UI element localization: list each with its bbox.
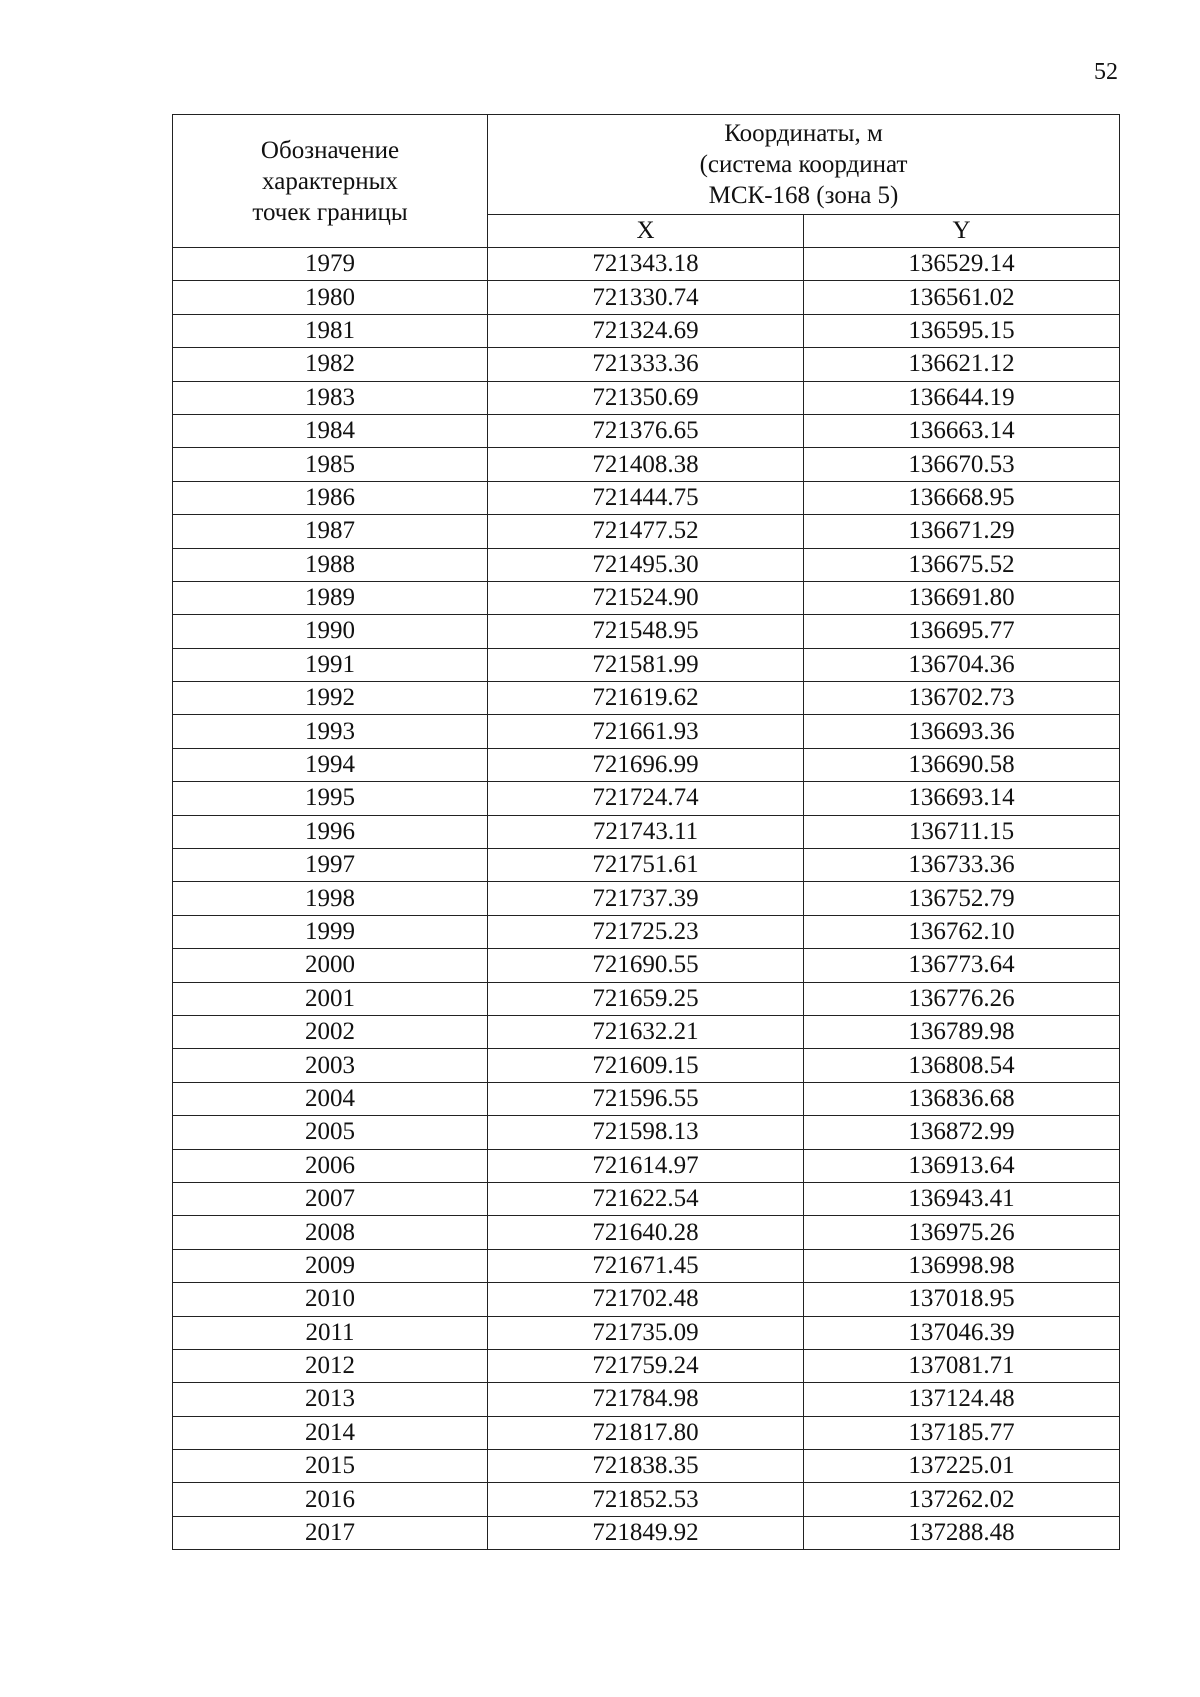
table-row xyxy=(173,615,1120,648)
cell-point: 1989 xyxy=(173,581,488,614)
cell-point: 2000 xyxy=(173,949,488,982)
table-row xyxy=(173,248,1120,281)
cell-point: 2001 xyxy=(173,982,488,1015)
cell-x: 721596.55 xyxy=(488,1082,804,1115)
cell-point: 2007 xyxy=(173,1182,488,1215)
table-row xyxy=(173,1182,1120,1215)
cell-y: 136621.12 xyxy=(804,348,1120,381)
table-row xyxy=(173,1316,1120,1349)
cell-point: 1981 xyxy=(173,314,488,347)
table-row xyxy=(173,1015,1120,1048)
cell-point: 2014 xyxy=(173,1416,488,1449)
cell-x: 721735.09 xyxy=(488,1316,804,1349)
table-row xyxy=(173,1082,1120,1115)
header-x: X xyxy=(488,214,804,247)
cell-x: 721759.24 xyxy=(488,1349,804,1382)
coordinates-table xyxy=(172,114,1120,1550)
table-row xyxy=(173,581,1120,614)
table-row xyxy=(173,314,1120,347)
cell-point: 1987 xyxy=(173,515,488,548)
cell-point: 1985 xyxy=(173,448,488,481)
cell-point: 2010 xyxy=(173,1283,488,1316)
cell-x: 721659.25 xyxy=(488,982,804,1015)
cell-x: 721702.48 xyxy=(488,1283,804,1316)
table-row xyxy=(173,348,1120,381)
cell-point: 1995 xyxy=(173,782,488,815)
cell-x: 721838.35 xyxy=(488,1450,804,1483)
cell-x: 721324.69 xyxy=(488,314,804,347)
cell-x: 721632.21 xyxy=(488,1015,804,1048)
cell-y: 136644.19 xyxy=(804,381,1120,414)
cell-point: 1983 xyxy=(173,381,488,414)
cell-x: 721524.90 xyxy=(488,581,804,614)
table-row xyxy=(173,1049,1120,1082)
cell-x: 721743.11 xyxy=(488,815,804,848)
cell-x: 721376.65 xyxy=(488,414,804,447)
cell-y: 136671.29 xyxy=(804,515,1120,548)
cell-point: 1990 xyxy=(173,615,488,648)
cell-point: 1988 xyxy=(173,548,488,581)
cell-point: 2015 xyxy=(173,1450,488,1483)
cell-point: 2012 xyxy=(173,1349,488,1382)
cell-y: 136704.36 xyxy=(804,648,1120,681)
cell-y: 136872.99 xyxy=(804,1116,1120,1149)
cell-y: 136702.73 xyxy=(804,682,1120,715)
cell-y: 136789.98 xyxy=(804,1015,1120,1048)
cell-x: 721724.74 xyxy=(488,782,804,815)
table-row xyxy=(173,381,1120,414)
cell-x: 721333.36 xyxy=(488,348,804,381)
cell-y: 136693.36 xyxy=(804,715,1120,748)
cell-x: 721661.93 xyxy=(488,715,804,748)
table-row xyxy=(173,748,1120,781)
cell-point: 1984 xyxy=(173,414,488,447)
cell-y: 136663.14 xyxy=(804,414,1120,447)
cell-x: 721751.61 xyxy=(488,849,804,882)
cell-point: 1991 xyxy=(173,648,488,681)
cell-y: 136695.77 xyxy=(804,615,1120,648)
cell-y: 136975.26 xyxy=(804,1216,1120,1249)
cell-y: 136752.79 xyxy=(804,882,1120,915)
cell-x: 721408.38 xyxy=(488,448,804,481)
cell-y: 137262.02 xyxy=(804,1483,1120,1516)
cell-x: 721622.54 xyxy=(488,1182,804,1215)
cell-x: 721495.30 xyxy=(488,548,804,581)
table-row xyxy=(173,515,1120,548)
cell-x: 721725.23 xyxy=(488,915,804,948)
table-row xyxy=(173,648,1120,681)
cell-x: 721849.92 xyxy=(488,1516,804,1549)
cell-y: 136943.41 xyxy=(804,1182,1120,1215)
table-row xyxy=(173,281,1120,314)
cell-x: 721548.95 xyxy=(488,615,804,648)
table-body xyxy=(173,248,1120,1550)
cell-point: 2003 xyxy=(173,1049,488,1082)
cell-point: 2008 xyxy=(173,1216,488,1249)
table-row xyxy=(173,1149,1120,1182)
cell-point: 2009 xyxy=(173,1249,488,1282)
table-row xyxy=(173,1283,1120,1316)
page-number: 52 xyxy=(1094,59,1118,85)
cell-point: 1998 xyxy=(173,882,488,915)
cell-x: 721614.97 xyxy=(488,1149,804,1182)
table-row xyxy=(173,548,1120,581)
cell-y: 136691.80 xyxy=(804,581,1120,614)
header-y: Y xyxy=(804,214,1120,247)
cell-point: 2013 xyxy=(173,1383,488,1416)
cell-x: 721690.55 xyxy=(488,949,804,982)
cell-y: 136733.36 xyxy=(804,849,1120,882)
table-row xyxy=(173,1249,1120,1282)
cell-x: 721640.28 xyxy=(488,1216,804,1249)
cell-y: 136773.64 xyxy=(804,949,1120,982)
table-row xyxy=(173,1450,1120,1483)
cell-y: 136913.64 xyxy=(804,1149,1120,1182)
cell-y: 136595.15 xyxy=(804,314,1120,347)
cell-point: 1997 xyxy=(173,849,488,882)
cell-y: 136711.15 xyxy=(804,815,1120,848)
cell-y: 137288.48 xyxy=(804,1516,1120,1549)
table-row xyxy=(173,949,1120,982)
cell-x: 721619.62 xyxy=(488,682,804,715)
cell-point: 1992 xyxy=(173,682,488,715)
cell-y: 136675.52 xyxy=(804,548,1120,581)
cell-x: 721330.74 xyxy=(488,281,804,314)
cell-point: 1986 xyxy=(173,481,488,514)
table-row xyxy=(173,882,1120,915)
cell-x: 721598.13 xyxy=(488,1116,804,1149)
cell-y: 136808.54 xyxy=(804,1049,1120,1082)
table-row xyxy=(173,1416,1120,1449)
cell-y: 137225.01 xyxy=(804,1450,1120,1483)
table-row xyxy=(173,849,1120,882)
table-row xyxy=(173,982,1120,1015)
header-point-designation xyxy=(173,115,488,248)
cell-point: 1980 xyxy=(173,281,488,314)
header-coords-line: (система координат xyxy=(699,150,908,178)
table-row xyxy=(173,715,1120,748)
cell-x: 721852.53 xyxy=(488,1483,804,1516)
cell-point: 2017 xyxy=(173,1516,488,1549)
cell-x: 721609.15 xyxy=(488,1049,804,1082)
cell-y: 136668.95 xyxy=(804,481,1120,514)
cell-point: 1996 xyxy=(173,815,488,848)
cell-x: 721444.75 xyxy=(488,481,804,514)
cell-point: 1982 xyxy=(173,348,488,381)
cell-y: 136693.14 xyxy=(804,782,1120,815)
table-row xyxy=(173,782,1120,815)
cell-y: 136998.98 xyxy=(804,1249,1120,1282)
header-coords-line: МСК-168 (зона 5) xyxy=(708,181,899,209)
table-row xyxy=(173,1349,1120,1382)
cell-y: 137081.71 xyxy=(804,1349,1120,1382)
cell-x: 721817.80 xyxy=(488,1416,804,1449)
cell-y: 136561.02 xyxy=(804,281,1120,314)
table-row xyxy=(173,915,1120,948)
cell-x: 721343.18 xyxy=(488,248,804,281)
table-row xyxy=(173,1383,1120,1416)
cell-x: 721696.99 xyxy=(488,748,804,781)
table-row xyxy=(173,481,1120,514)
cell-y: 137018.95 xyxy=(804,1283,1120,1316)
cell-y: 136776.26 xyxy=(804,982,1120,1015)
table-row xyxy=(173,682,1120,715)
table-row xyxy=(173,1116,1120,1149)
cell-y: 136836.68 xyxy=(804,1082,1120,1115)
cell-point: 1993 xyxy=(173,715,488,748)
cell-x: 721581.99 xyxy=(488,648,804,681)
cell-y: 137046.39 xyxy=(804,1316,1120,1349)
header-coordinates xyxy=(488,115,1120,215)
cell-point: 2004 xyxy=(173,1082,488,1115)
table-row xyxy=(173,1216,1120,1249)
table-row xyxy=(173,815,1120,848)
table-row xyxy=(173,1483,1120,1516)
table-row xyxy=(173,1516,1120,1549)
header-coords-line: Координаты, м xyxy=(724,119,883,147)
cell-y: 136529.14 xyxy=(804,248,1120,281)
cell-x: 721477.52 xyxy=(488,515,804,548)
table-header xyxy=(173,115,1120,248)
cell-y: 136690.58 xyxy=(804,748,1120,781)
cell-point: 2016 xyxy=(173,1483,488,1516)
cell-x: 721737.39 xyxy=(488,882,804,915)
cell-point: 2011 xyxy=(173,1316,488,1349)
cell-x: 721350.69 xyxy=(488,381,804,414)
cell-point: 2002 xyxy=(173,1015,488,1048)
cell-x: 721784.98 xyxy=(488,1383,804,1416)
table-row xyxy=(173,414,1120,447)
header-point-line: точек границы xyxy=(252,198,408,226)
cell-y: 136670.53 xyxy=(804,448,1120,481)
cell-point: 1994 xyxy=(173,748,488,781)
cell-point: 2005 xyxy=(173,1116,488,1149)
cell-x: 721671.45 xyxy=(488,1249,804,1282)
table-row xyxy=(173,448,1120,481)
cell-y: 137124.48 xyxy=(804,1383,1120,1416)
cell-point: 1999 xyxy=(173,915,488,948)
header-point-line: характерных xyxy=(262,167,398,195)
cell-point: 1979 xyxy=(173,248,488,281)
cell-point: 2006 xyxy=(173,1149,488,1182)
cell-y: 137185.77 xyxy=(804,1416,1120,1449)
header-point-line: Обозначение xyxy=(260,136,400,164)
cell-y: 136762.10 xyxy=(804,915,1120,948)
